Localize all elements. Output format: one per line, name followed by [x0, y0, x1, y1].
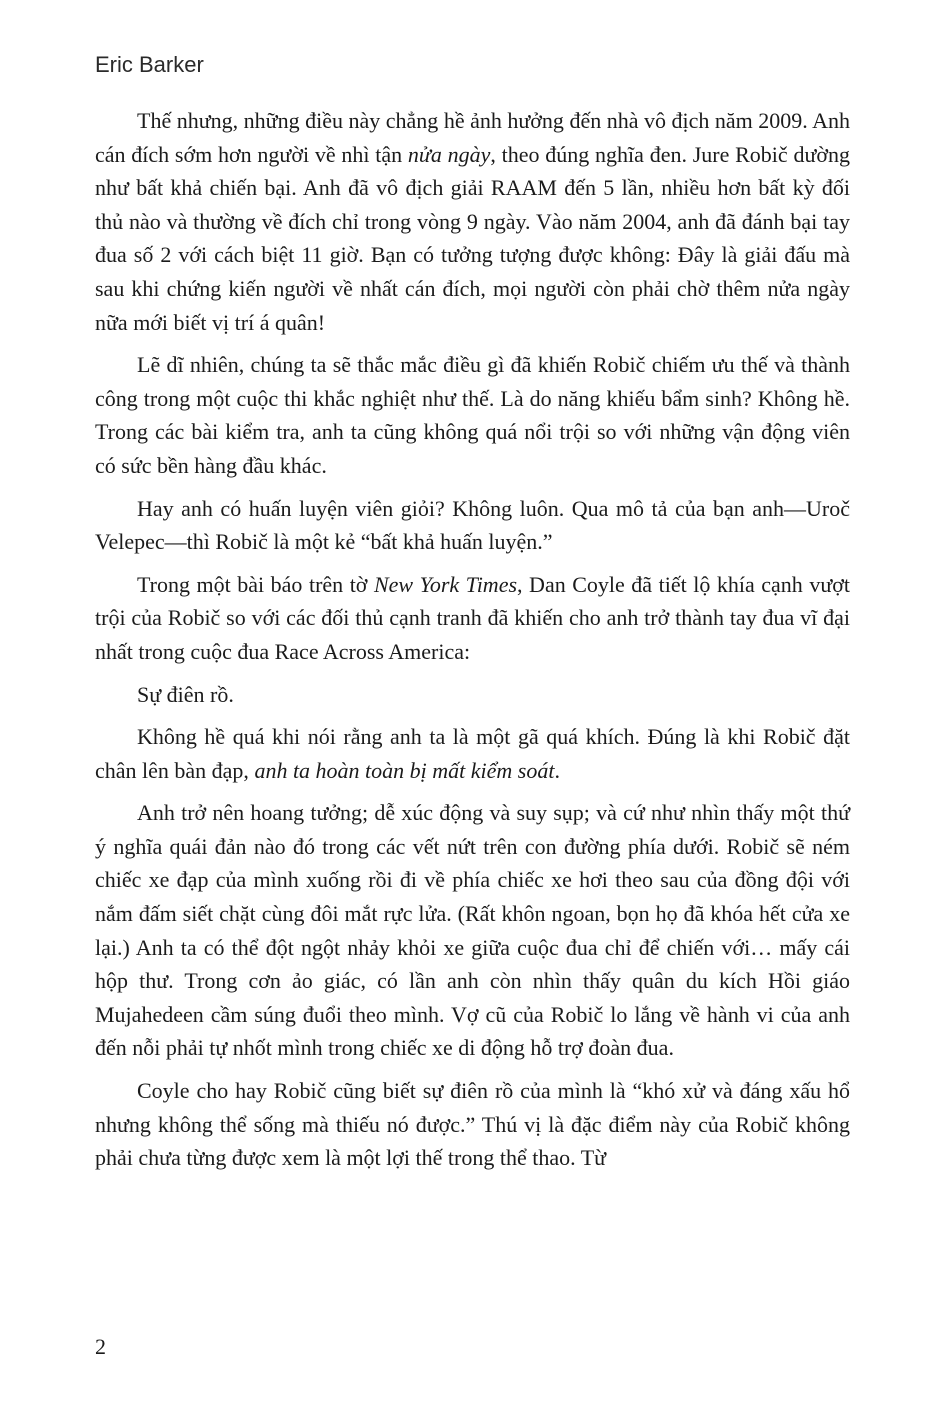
paragraph	[95, 1074, 850, 1175]
text-run: Trong một bài báo trên tờ	[137, 571, 374, 597]
italic-text-run: New York Times	[373, 571, 518, 597]
text-run: Anh trở nên hoang tưởng; dễ xúc động và suy sụp; và cứ như nhìn thấy một thứ ý nghĩa quái đản nào đó trong các vết nứt trên con đường phía dưới. Robič sẽ ném chiếc xe đạp của mình xuống rồi đi về phía chiếc xe hơi theo sau của đồng đội với nắm đấm siết chặt cùng đôi mắt rực lửa. (Rất khôn ngoan, bọn họ đã khóa hết cửa xe lại.) Anh ta có thể đột ngột nhảy khỏi xe giữa cuộc đua chỉ để chiến với… mấy cái hộp thư. Trong cơn ảo giác, có lần anh còn nhìn thấy quân du kích Hồi giáo Mujahedeen cầm súng đuổi theo mình. Vợ cũ của Robič lo lắng về hành vi của anh đến nỗi phải tự nhốt mình trong chiếc xe di động hỗ trợ đoàn đua.	[95, 800, 850, 1061]
paragraph	[95, 492, 850, 559]
text-run: Sự điên rồ.	[137, 681, 234, 707]
text-run: .	[554, 757, 560, 783]
text-run: Hay anh có huấn luyện viên giỏi? Không luôn. Qua mô tả của bạn anh—Uroč Velepec—thì Robič là một kẻ “bất khả huấn luyện.”	[95, 495, 850, 555]
paragraph	[95, 104, 850, 339]
text-run: Coyle cho hay Robič cũng biết sự điên rồ của mình là “khó xử và đáng xấu hổ nhưng không thể sống mà thiếu nó được.” Thú vị là đặc điểm này của Robič không phải chưa từng được xem là một lợi thế trong thể thao. Từ	[95, 1078, 850, 1171]
text-run: , theo đúng nghĩa đen. Jure Robič dường như bất khả chiến bại. Anh đã vô địch giải RAAM đến 5 lần, nhiều hơn bất kỳ đối thủ nào và thường về đích chỉ trong vòng 9 ngày. Vào năm 2004, anh đã đánh bại tay đua số 2 với cách biệt 11 giờ. Bạn có tưởng tượng được không: Đây là giải đấu mà sau khi chứng kiến người về nhất cán đích, mọi người còn phải chờ thêm nửa ngày nữa mới biết vị trí á quân!	[95, 141, 850, 335]
italic-text-run: nửa ngày	[407, 141, 491, 167]
running-header-author: Eric Barker	[95, 52, 204, 77]
text-run: , Dan Coyle đã tiết lộ khía cạnh vượt trội của Robič so với các đối thủ cạnh tranh đã khiến cho anh trở thành tay đua vĩ đại nhất trong cuộc đua Race Across America:	[95, 571, 850, 664]
text-run: Lẽ dĩ nhiên, chúng ta sẽ thắc mắc điều gì đã khiến Robič chiếm ưu thế và thành công trong một cuộc thi khắc nghiệt như thế. Là do năng khiếu bẩm sinh? Không hề. Trong các bài kiểm tra, anh ta cũng không quá nổi trội so với những vận động viên có sức bền hàng đầu khác.	[95, 352, 850, 478]
paragraph	[95, 720, 850, 787]
page-body	[95, 104, 850, 1184]
text-run: Thế nhưng, những điều này chẳng hề ảnh hưởng đến nhà vô địch năm 2009. Anh cán đích sớm hơn người về nhì tận	[95, 108, 850, 167]
page-number: 2	[95, 1334, 106, 1359]
paragraph	[95, 348, 850, 482]
paragraph	[95, 796, 850, 1065]
text-run: Không hề quá khi nói rằng anh ta là một gã quá khích. Đúng là khi Robič đặt chân lên bàn đạp,	[95, 724, 850, 783]
italic-text-run: anh ta hoàn toàn bị mất kiểm soát	[254, 757, 555, 783]
paragraph	[95, 568, 850, 669]
paragraph	[95, 678, 850, 712]
